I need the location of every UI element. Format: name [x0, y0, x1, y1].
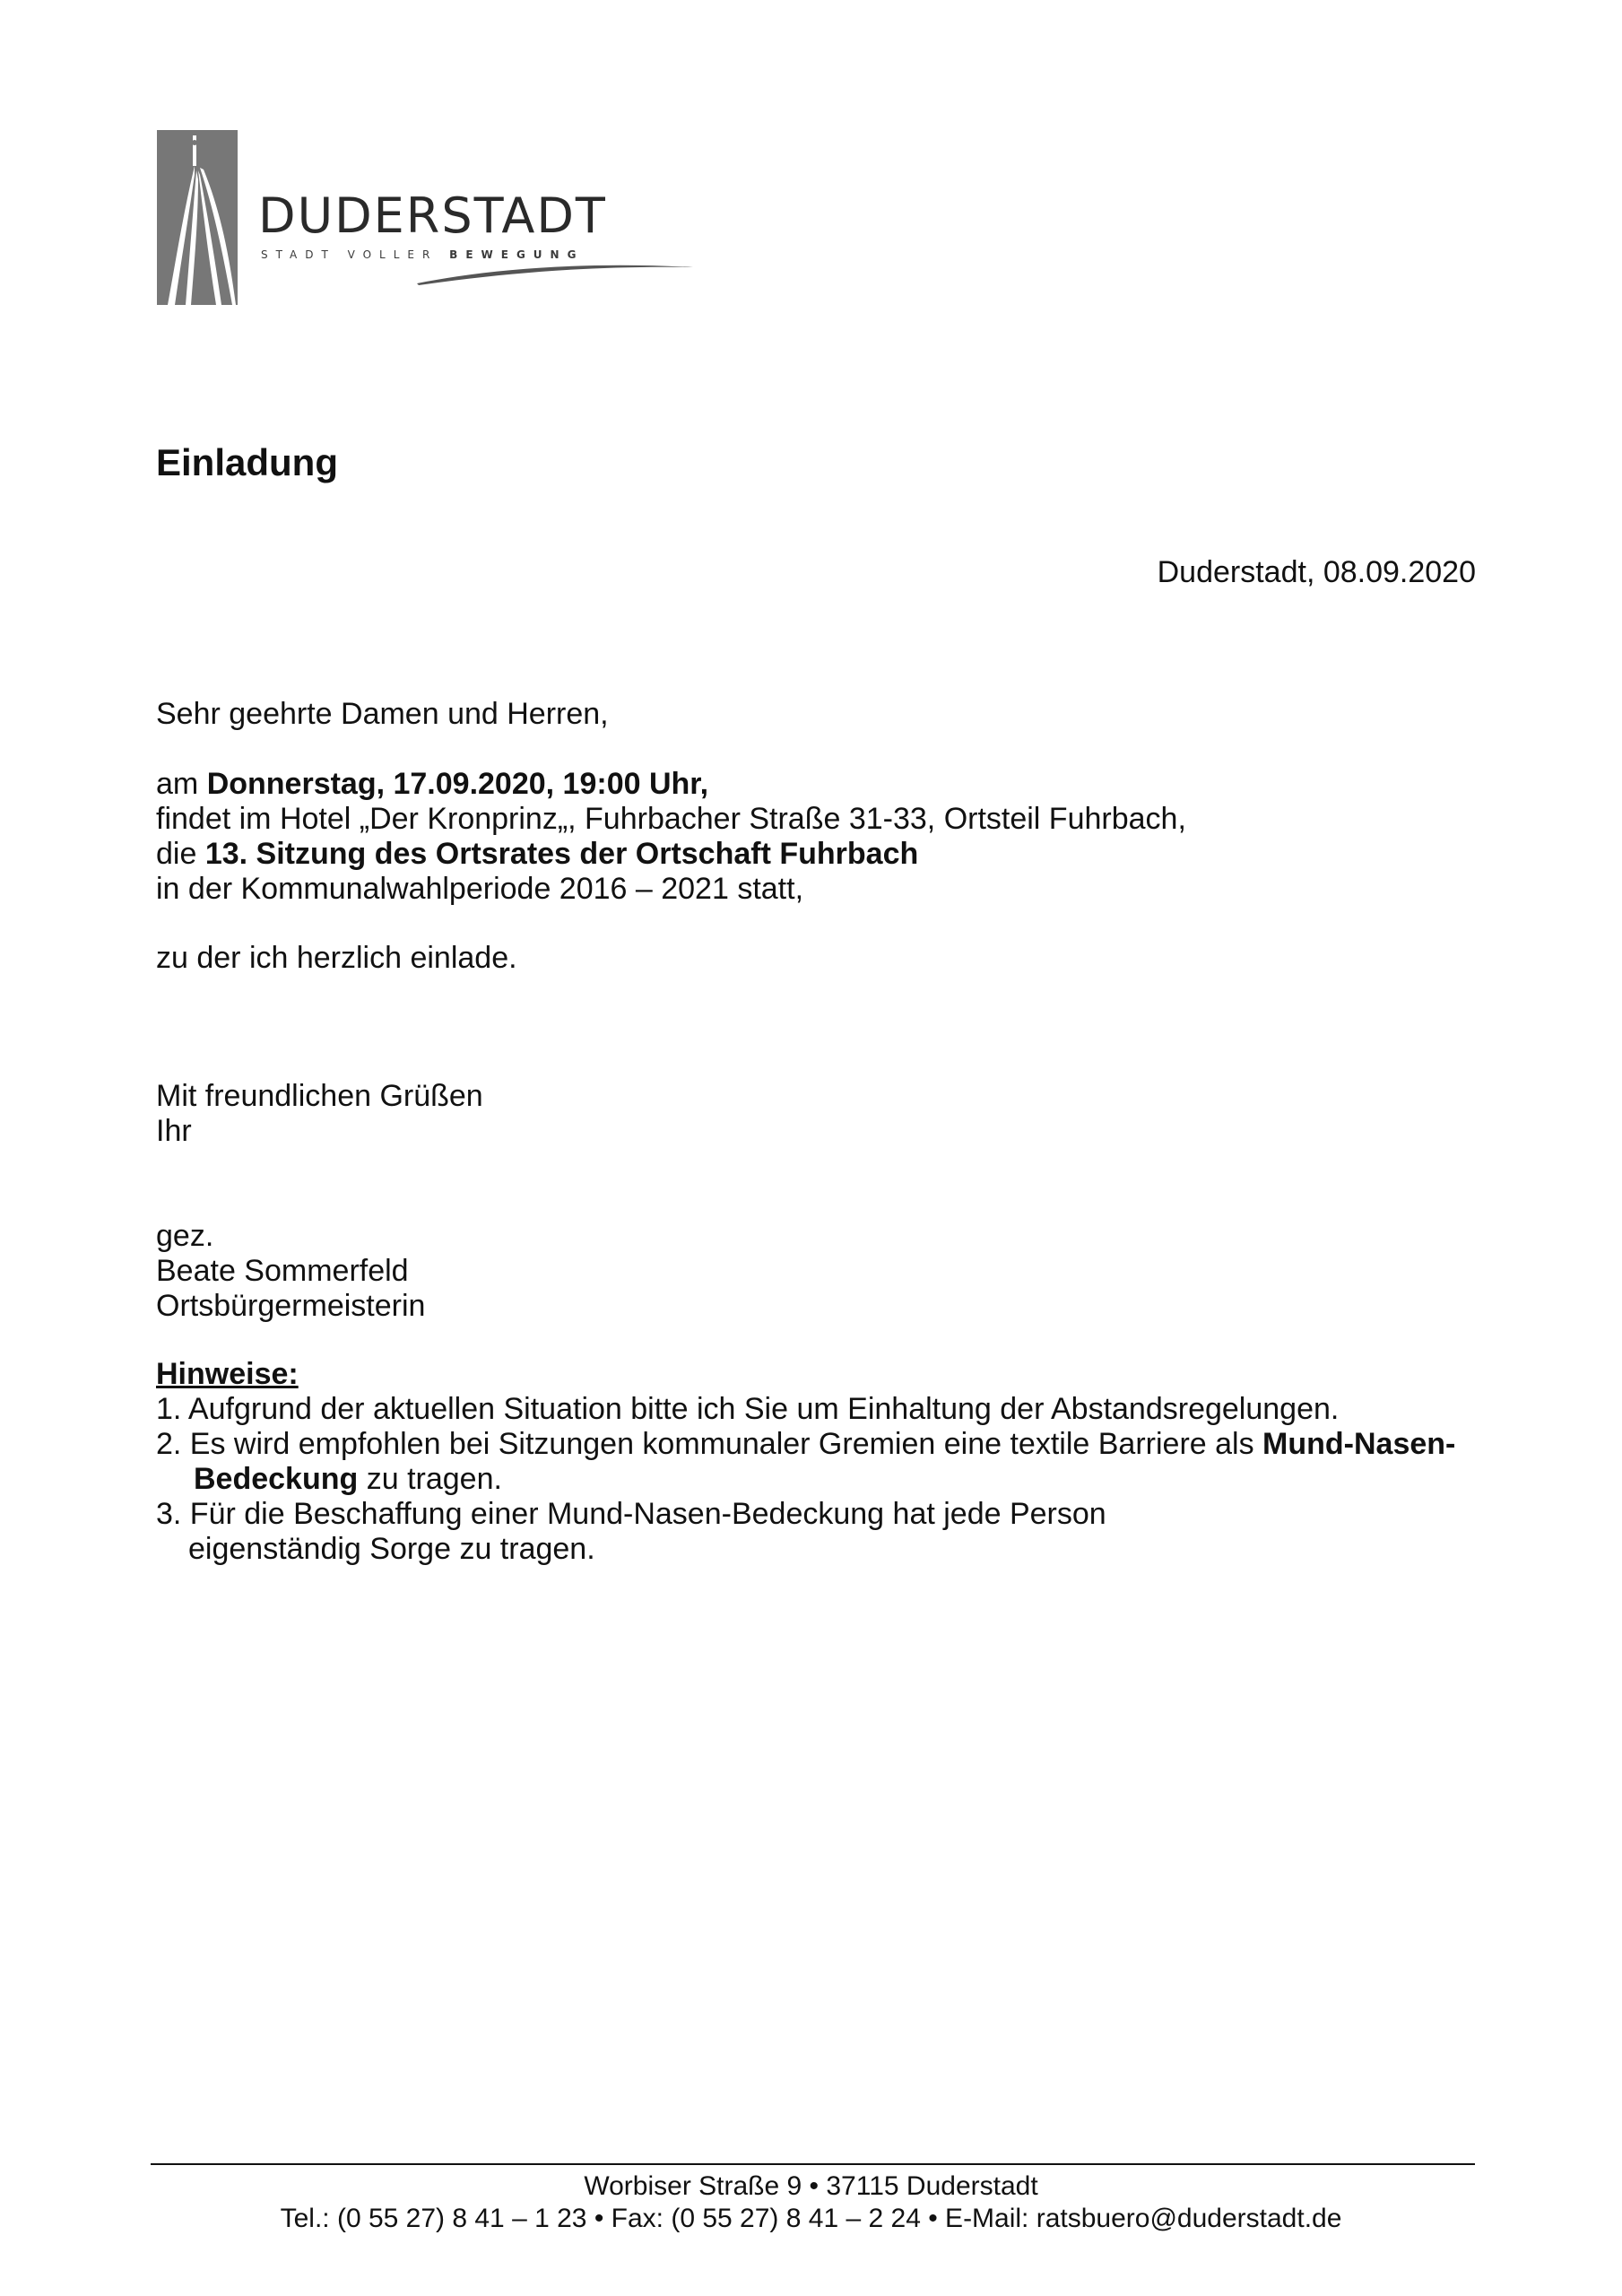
signatory-name: Beate Sommerfeld: [156, 1254, 409, 1288]
note-3-continued: eigenständig Sorge zu tragen.: [188, 1532, 595, 1566]
signatory-role: Ortsbürgermeisterin: [156, 1289, 426, 1323]
place-date: Duderstadt, 08.09.2020: [1157, 555, 1476, 589]
footer-contact: Tel.: (0 55 27) 8 41 – 1 23 • Fax: (0 55 27) 8 41 – 2 24 • E-Mail: ratsbuero@duderstadt.de: [280, 2204, 1342, 2233]
logo-swoosh: [417, 260, 695, 287]
logo-wordmark: DUDERSTADT: [258, 187, 607, 244]
footer-address: Worbiser Straße 9 • 37115 Duderstadt: [584, 2171, 1038, 2201]
notes-heading: Hinweise:: [156, 1357, 299, 1391]
church-tower-icon: [157, 130, 238, 305]
closing-ihr: Ihr: [156, 1114, 192, 1148]
body-line-date: am Donnerstag, 17.09.2020, 19:00 Uhr,: [156, 767, 709, 801]
body-line-location: findet im Hotel „Der Kronprinz„, Fuhrbacher Straße 31-33, Ortsteil Fuhrbach,: [156, 802, 1186, 836]
footer-divider: [151, 2163, 1475, 2165]
city-logo: [157, 130, 695, 309]
salutation: Sehr geehrte Damen und Herren,: [156, 697, 609, 731]
note-2: 2. Es wird empfohlen bei Sitzungen kommunaler Gremien eine textile Barriere als Mund-Nasen-: [156, 1427, 1456, 1461]
closing-greeting: Mit freundlichen Grüßen: [156, 1079, 483, 1113]
body-line-session: die 13. Sitzung des Ortsrates der Ortschaft Fuhrbach: [156, 837, 919, 871]
note-3: 3. Für die Beschaffung einer Mund-Nasen-Bedeckung hat jede Person: [156, 1497, 1106, 1531]
body-line-invite: zu der ich herzlich einlade.: [156, 941, 517, 975]
note-1: 1. Aufgrund der aktuellen Situation bitte ich Sie um Einhaltung der Abstandsregelungen.: [156, 1392, 1340, 1426]
note-2-continued: Bedeckung zu tragen.: [194, 1462, 502, 1496]
body-line-period: in der Kommunalwahlperiode 2016 – 2021 statt,: [156, 872, 804, 906]
logo-tagline: STADT VOLLER BEWEGUNG: [261, 248, 585, 261]
signature-gez: gez.: [156, 1219, 214, 1253]
document-title: Einladung: [156, 441, 338, 483]
